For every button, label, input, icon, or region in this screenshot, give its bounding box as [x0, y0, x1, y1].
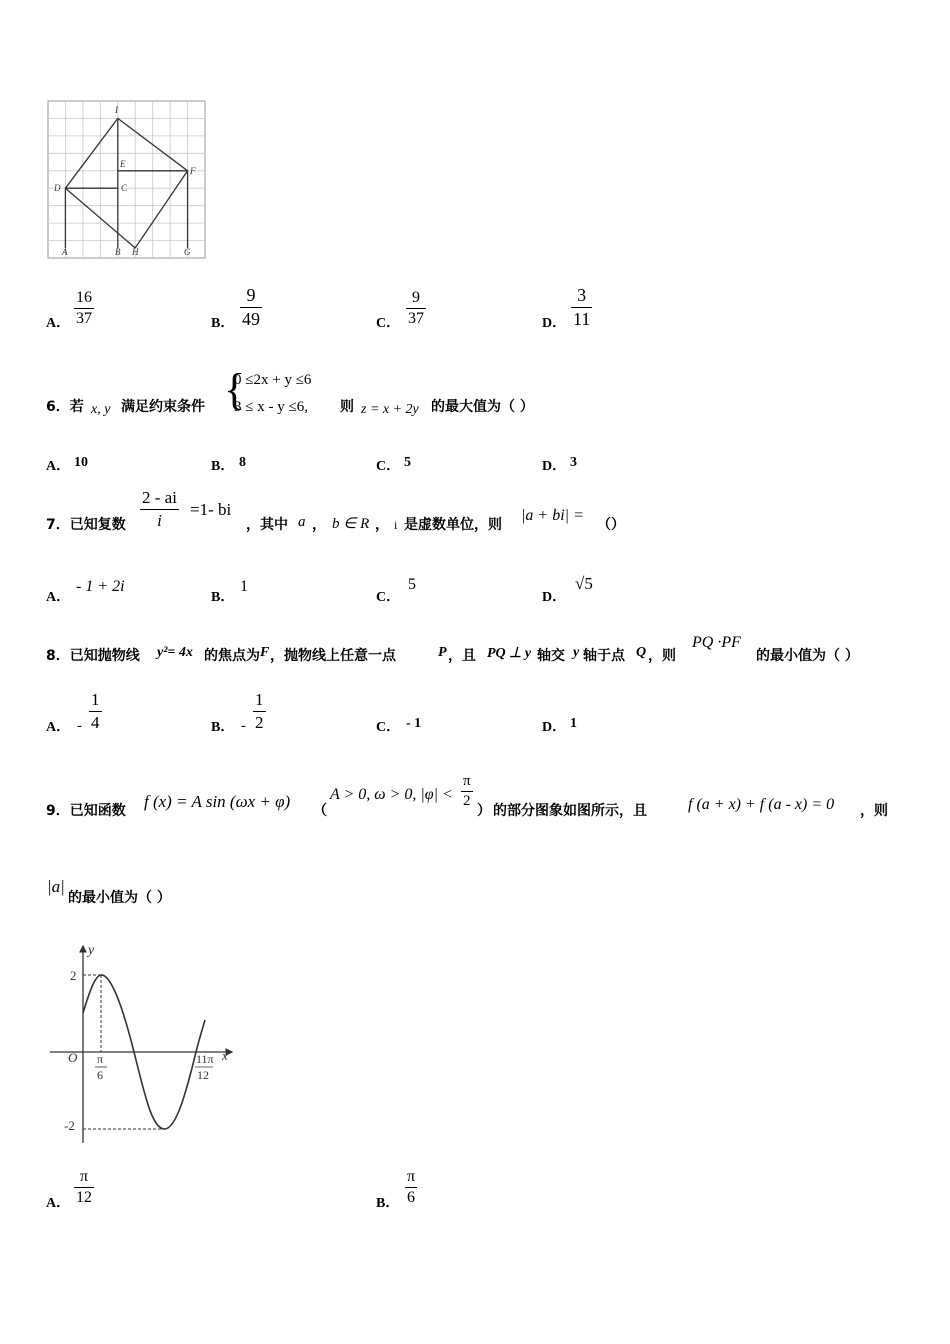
option-sign: - [77, 718, 82, 734]
q8-t5: 轴于点 [583, 648, 625, 664]
option-text: 8 [239, 455, 246, 470]
q7-mid1: ，其中 [246, 517, 288, 533]
q8-t3: ，且 [448, 648, 476, 664]
q6-brace: { [224, 365, 246, 414]
option-text: 5 [404, 455, 411, 470]
option-letter: D． [542, 590, 567, 605]
x2-den: 12 [197, 1068, 209, 1082]
q6-constraint-1: 0 ≤2x + y ≤6 [234, 372, 312, 388]
x2-num: 11π [196, 1052, 214, 1066]
option-text: 1 [240, 578, 248, 595]
option-letter: D． [542, 459, 567, 474]
q8-P: P [438, 645, 447, 660]
y-max-label: 2 [70, 968, 77, 983]
option-letter: C． [376, 590, 401, 605]
q8-expression: PQ ·PF [692, 634, 741, 651]
q8-perp: PQ ⊥ y [487, 646, 532, 661]
q9-function: f (x) = A sin (ωx + φ) [144, 792, 291, 811]
x1-num: π [97, 1052, 104, 1066]
label-G: G [184, 247, 191, 257]
q9-condition: A > 0, ω > 0, |φ| < [330, 786, 453, 803]
option-fraction: 16 37 [76, 289, 92, 327]
option-text: 1 [570, 716, 577, 731]
q8-t1: 的焦点为 [204, 648, 260, 664]
q8-t6: ，则 [648, 648, 676, 664]
option-sign: - [241, 718, 246, 734]
q6-objective: z = x + 2y [361, 402, 419, 417]
q6-constraint-2: 3 ≤ x - y ≤6, [234, 399, 308, 415]
option-text: 10 [74, 455, 88, 470]
q8-Q: Q [636, 645, 647, 660]
q5-grid-figure [46, 100, 208, 262]
option-fraction: 3 11 [573, 285, 591, 329]
q9-cond-open: （ [313, 803, 327, 819]
x-axis-label: x [222, 1048, 228, 1063]
q9-abs-a: |a| [47, 877, 65, 896]
q7-rhs: =1- bi [190, 500, 232, 519]
q7-fraction: 2 - ai i [142, 488, 177, 530]
q9-equation: f (a + x) + f (a - x) = 0 [688, 796, 835, 813]
label-C: C [121, 183, 128, 193]
q8-F: F [260, 645, 270, 660]
q7-i: i [394, 518, 398, 532]
option-letter: A． [46, 1196, 71, 1211]
q7-a: a [298, 514, 306, 530]
q7-mid3: 是虚数单位，则 [404, 517, 502, 533]
option-text: - 1 + 2i [76, 578, 125, 595]
option-letter: B． [376, 1196, 400, 1211]
option-letter: B． [211, 316, 235, 331]
option-letter: A． [46, 459, 71, 474]
q6-then: 则 [340, 399, 354, 415]
q8-y: y [573, 645, 580, 660]
option-letter: A． [46, 316, 71, 331]
x1-den: 6 [97, 1068, 103, 1082]
q7-sep: ， [312, 517, 326, 533]
q9-line2: 的最小值为（ ） [68, 890, 171, 906]
option-letter: A． [46, 720, 71, 735]
option-text: 3 [570, 455, 577, 470]
q8-t2: ，抛物线上任意一点 [270, 648, 396, 664]
option-letter: B． [211, 590, 235, 605]
y-min-label: -2 [64, 1118, 75, 1133]
option-fraction: 1 2 [255, 690, 264, 732]
option-fraction: π 6 [407, 1168, 416, 1206]
q8-suffix: 的最小值为（ ） [756, 648, 859, 664]
q7-suffix: （） [597, 517, 625, 533]
label-H: H [132, 247, 139, 257]
q9-cond-close: ） [477, 803, 491, 819]
option-letter: B． [211, 459, 235, 474]
q7-prefix: 7．已知复数 [46, 517, 126, 533]
q6-vars: x, y [91, 402, 111, 417]
label-D: D [54, 183, 61, 193]
q6-mid: 满足约束条件 [121, 399, 205, 415]
label-F: F [190, 166, 196, 176]
q7-b: b ∈ R [332, 516, 370, 532]
q9-prefix: 9．已知函数 [46, 803, 126, 819]
q9-sine-graph [46, 938, 242, 1158]
label-A: A [62, 247, 68, 257]
q8-t4: 轴交 [537, 648, 565, 664]
option-fraction: 9 37 [408, 289, 424, 327]
q9-cond-fraction: π 2 [463, 773, 471, 809]
option-text: - 1 [406, 716, 422, 731]
q9-t2: ，则 [860, 803, 888, 819]
q7-mid2: ， [375, 517, 389, 533]
option-letter: A． [46, 590, 71, 605]
option-fraction: 1 4 [91, 690, 100, 732]
q6-suffix: 的最大值为（ ） [431, 399, 534, 415]
option-letter: C． [376, 316, 401, 331]
y-axis-label: y [88, 943, 95, 958]
q7-abs: |a + bi| = [521, 507, 584, 524]
q6-prefix: 6．若 [46, 399, 84, 415]
option-letter: D． [542, 316, 567, 331]
q8-prefix: 8．已知抛物线 [46, 648, 140, 664]
option-text: √5 [575, 574, 593, 593]
option-fraction: 9 49 [242, 285, 260, 329]
option-letter: D． [542, 720, 567, 735]
option-text: 5 [408, 576, 416, 593]
option-fraction: π 12 [76, 1168, 92, 1206]
label-E: E [120, 159, 126, 169]
option-letter: C． [376, 459, 401, 474]
option-letter: C． [376, 720, 401, 735]
q8-equation: y²= 4x [157, 645, 193, 660]
label-I: I [115, 105, 118, 115]
origin-label: O [68, 1050, 78, 1065]
option-letter: B． [211, 720, 235, 735]
label-B: B [115, 247, 121, 257]
q9-t1: 的部分图象如图所示，且 [493, 803, 647, 819]
